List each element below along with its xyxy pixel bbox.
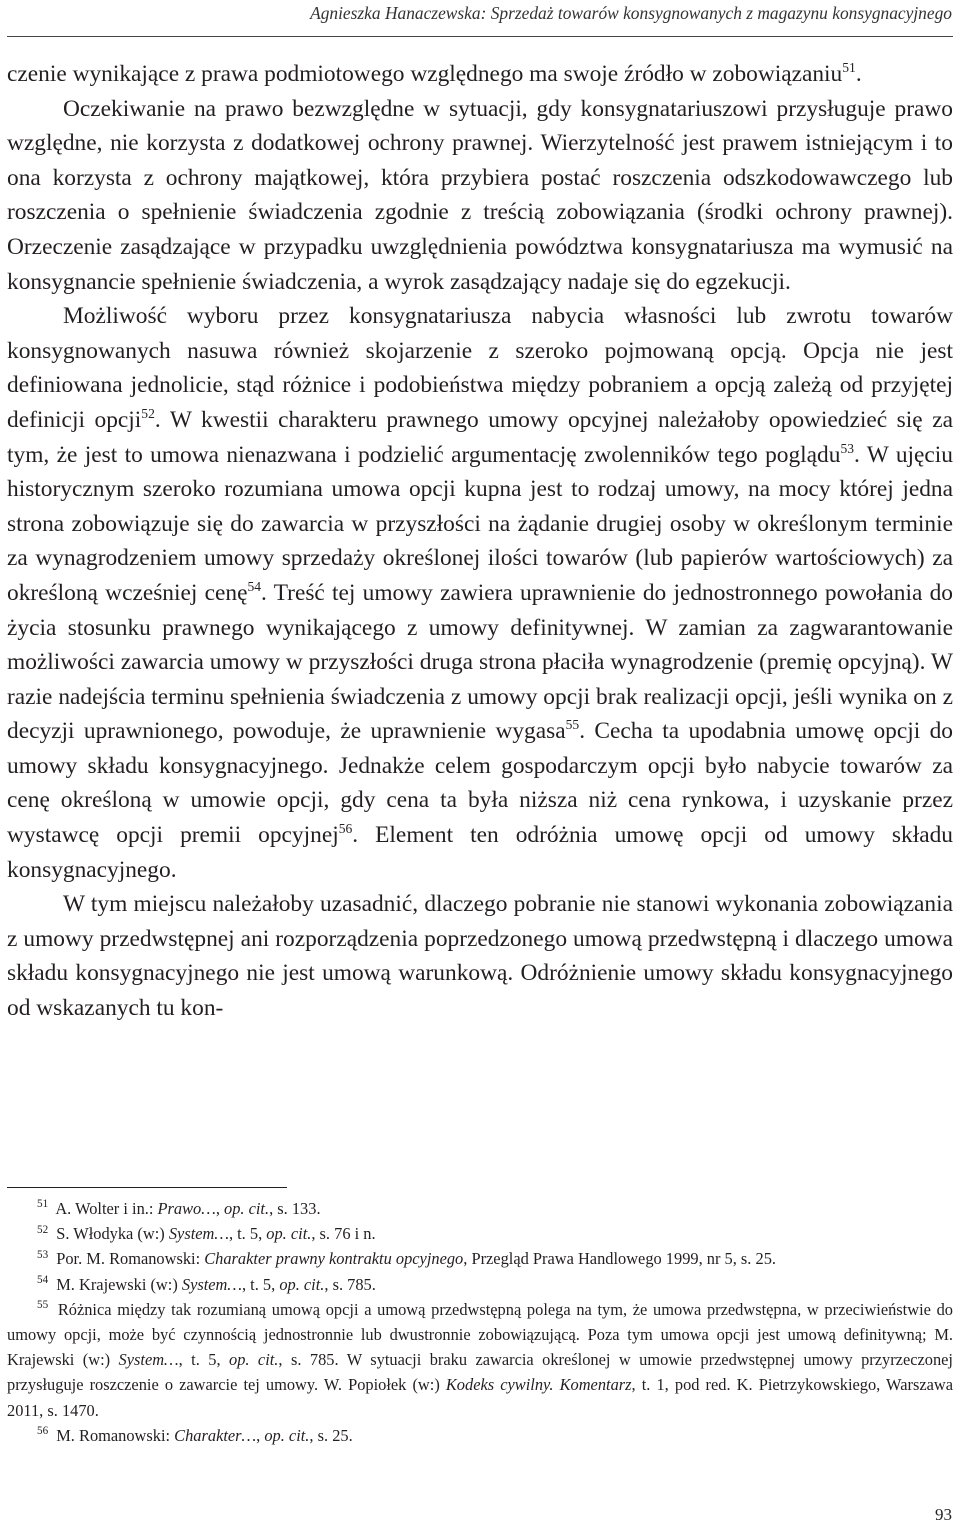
page-number: 93 [935,1505,952,1524]
footnote-text: , [256,1425,265,1445]
footnote-ref-52[interactable]: 52 [141,405,155,421]
footnote-title: System… [118,1350,179,1370]
paragraph-4 [7,887,953,1025]
footnote-title: Kodeks cywilny. Komentarz [445,1375,632,1395]
footnote-number: 52 [37,1223,49,1236]
paragraph-3-text-e: . Cecha ta upodabnia umowę opcji do umowy składu konsygnacyjnego. Jednakże celem gospodarczym opcji było nabycie towarów za cenę określoną w umowie opcji, gdy cena ta była niższa niż cena rynkowa, i uzyskanie przez wystawcę opcji premii opcyjnej [7,718,953,849]
footnote-51 [7,1196,953,1221]
main-text [7,57,953,1026]
paragraph-1-text-b: . [855,61,862,87]
footnote-abbrev: op. cit. [224,1199,270,1218]
footnote-number: 54 [37,1273,49,1286]
footnote-number: 53 [37,1248,49,1261]
footnote-53 [7,1246,953,1271]
header-divider [7,36,953,37]
footnote-title: Charakter… [174,1425,257,1445]
footnote-text: , s. 785. W sytuacji braku zawarcia określonej w umowie przedwstępnej umowy przyrzeczonej przysługuje roszczenie o zawarcie tej umowy. W. Popiołek (w:) [7,1350,953,1395]
footnote-number: 56 [37,1425,49,1438]
footnote-text: , t. 5, [241,1274,280,1294]
footnote-text: , s. 133. [269,1199,321,1218]
footnote-text: , s. 25. [309,1425,353,1445]
footnote-56 [7,1423,953,1448]
footnote-abbrev: op. cit. [279,1274,325,1294]
footnote-title: System… [168,1224,229,1244]
footnote-number: 55 [37,1299,49,1312]
footnote-text: M. Krajewski (w:) [52,1274,182,1294]
footnote-text: M. Romanowski: [52,1425,175,1445]
footnote-ref-51[interactable]: 51 [842,59,856,75]
footnote-abbrev: op. cit. [266,1224,312,1244]
footnote-text: Różnica między tak rozumianą umową opcji a umową przedwstępną polega na tym, że umowa przedwstępna, w przeciwieństwie do umowy opcji, może być czynnością jednostronnie lub dwustronnie zobowiązującą. Poza tym umowa opcji jest umową definitywną; M. Krajewski (w:) [7,1299,953,1370]
footnote-54 [7,1272,953,1297]
paragraph-3-text-a: Możliwość wyboru przez konsygnatariusza nabycia własności lub zwrotu towarów konsygnowanych nasuwa również skojarzenie z szeroko pojmowaną opcją. Opcja nie jest definiowana jednolicie, stąd różnice i podobieństwa między pobraniem a opcją zależą od przyjętej definicji opcji [7,303,953,433]
footnote-55 [7,1297,953,1423]
paragraph-2-text: Oczekiwanie na prawo bezwzględne w sytuacji, gdy konsygnatariuszowi przysługuje prawo względne, nie korzysta z dodatkowej ochrony prawnej. Wierzytelność jest prawem istniejącym i to ona korzysta z ochrony majątkowej, która przybiera postać roszczenia odszkodowawczego lub roszczenia o spełnienie świadczenia zgodnie z treścią zobowiązania (środki ochrony prawnej). Orzeczenie zasądzające w przypadku uwzględnienia powództwa konsygnatariusza ma wymusić na konsygnancie spełnienie świadczenia, a wyrok zasądzający nadaje się do egzekucji. [7,95,953,295]
footnote-ref-53[interactable]: 53 [840,440,855,456]
paragraph-3-text-c: . W ujęciu historycznym szeroko rozumiana umowa opcji kupna jest to rodzaj umowy, na mocy której jedna strona zobowiązuje się do zawarcia w przyszłości na żądanie drugiej osoby w określonym terminie za wynagrodzeniem umowy sprzedaży określonej ilości towarów (lub papierów wartościowych) za określoną wcześniej cenę [7,441,953,606]
footnote-text: , t. 5, [178,1350,229,1370]
footnote-abbrev: op. cit. [264,1425,310,1445]
footnote-text: S. Włodyka (w:) [52,1224,169,1244]
footnote-title: Prawo… [157,1199,216,1218]
paragraph-2 [7,92,953,300]
footnote-ref-54[interactable]: 54 [247,578,262,594]
paragraph-3-text-d: . Treść tej umowy zawiera uprawnienie do jednostronnego powołania do życia stosunku prawnego wynikającego z umowy definitywnej. W zamian za zagwarantowanie możliwości zawarcia umowy w przyszłości druga strona płaciła wynagrodzenie (premię opcyjną). W razie nadejścia terminu spełnienia świadczenia z umowy opcji brak realizacji opcji, jeśli wynika on z decyzji uprawnionego, powoduje, że uprawnienie wygasa [7,579,953,745]
footnote-text: , [215,1199,225,1218]
footnotes [7,1196,953,1448]
paragraph-1 [7,57,953,92]
footnote-title: System… [181,1274,242,1294]
paragraph-3-text-f: . Element ten odróżnia umowę opcji od umowy składu konsygnacyjnego. [7,822,953,883]
footnote-text: , s. 785. [324,1274,376,1294]
footnote-title: Charakter prawny kontraktu opcyjnego [204,1249,464,1269]
paragraph-3 [7,299,953,887]
running-header: Agnieszka Hanaczewska: Sprzedaż towarów konsygnowanych z magazynu konsygnacyjnego [310,3,952,23]
footnote-ref-56[interactable]: 56 [338,820,353,836]
footnote-divider [7,1187,287,1188]
paragraph-4-text: W tym miejscu należałoby uzasadnić, dlaczego pobranie nie stanowi wykonania zobowiązania z umowy przedwstępnej ani rozporządzenia poprzedzonego umową przedwstępną i dlaczego umowa składu konsygnacyjnego nie jest umową warunkową. Odróżnienie umowy składu konsygnacyjnego od wskazanych tu kon- [7,891,953,1022]
footnote-number: 51 [37,1198,49,1211]
footnote-text: A. Wolter i in.: [52,1199,158,1218]
paragraph-3-text-b: . W kwestii charakteru prawnego umowy opcyjnej należałoby opowiedzieć się za tym, że jest to umowa nienazwana i podzielić argumentację zwolenników tego poglądu [7,406,953,468]
footnote-text: , t. 5, [228,1224,267,1244]
paragraph-1-text-a: czenie wynikające z prawa podmiotowego względnego ma swoje źródło w zobowiązaniu [7,61,843,87]
footnote-text: , s. 76 i n. [311,1224,376,1244]
footnote-text: , t. 1, pod red. K. Pietrzykowskiego, Warszawa 2011, s. 1470. [7,1375,953,1420]
footnote-abbrev: op. cit. [229,1350,279,1370]
footnote-text: , Przegląd Prawa Handlowego 1999, nr 5, s. 25. [463,1249,776,1269]
footnote-ref-55[interactable]: 55 [565,717,580,733]
footnote-52 [7,1221,953,1246]
footnote-text: Por. M. Romanowski: [52,1249,205,1269]
